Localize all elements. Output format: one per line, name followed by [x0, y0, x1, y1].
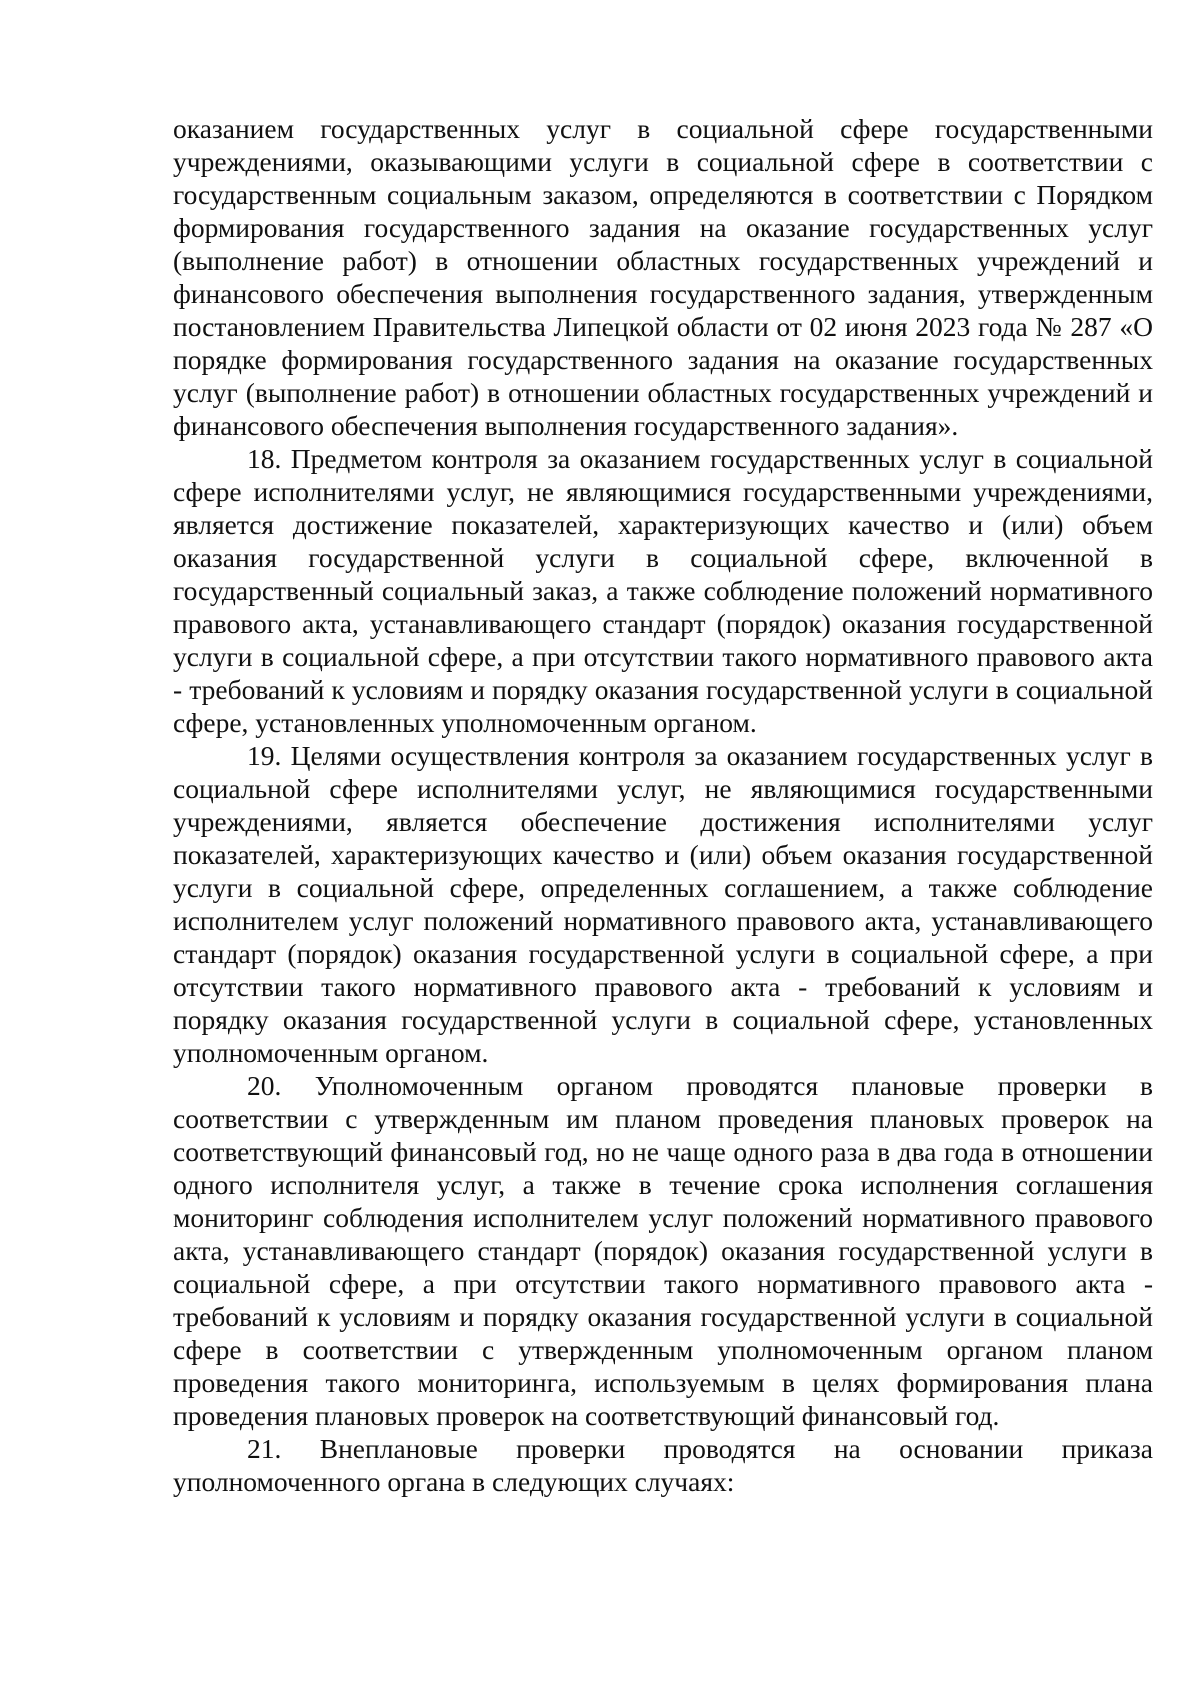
paragraph-continuation: оказанием государственных услуг в социальной сфере государственными учреждениями, оказывающими услуги в социальной сфере в соответствии с государственным социальным заказом, определяются в соответствии с Порядком формирования государственного задания на оказание государственных услуг (выполнение работ) в отношении областных государственных учреждений и финансового обеспечения выполнения государственного задания, утвержденным постановлением Правительства Липецкой области от 02 июня 2023 года № 287 «О порядке формирования государственного задания на оказание государственных услуг (выполнение работ) в отношении областных государственных учреждений и финансового обеспечения выполнения государственного задания». [173, 113, 1153, 441]
document-body [173, 112, 1153, 1498]
paragraph-19: 19. Целями осуществления контроля за оказанием государственных услуг в социальной сфере исполнителями услуг, не являющимися государственными учреждениями, является обеспечение достижения исполнителями услуг показателей, характеризующих качество и (или) объем оказания государственной услуги в социальной сфере, определенных соглашением, а также соблюдение исполнителем услуг положений нормативного правового акта, устанавливающего стандарт (порядок) оказания государственной услуги в социальной сфере, а при отсутствии такого нормативного правового акта - требований к условиям и порядку оказания государственной услуги в социальной сфере, установленных уполномоченным органом. [173, 740, 1153, 1068]
paragraph-21: 21. Внеплановые проверки проводятся на основании приказа уполномоченного органа в следующих случаях: [173, 1433, 1153, 1497]
paragraph-20: 20. Уполномоченным органом проводятся плановые проверки в соответствии с утвержденным им планом проведения плановых проверок на соответствующий финансовый год, но не чаще одного раза в два года в отношении одного исполнителя услуг, а также в течение срока исполнения соглашения мониторинг соблюдения исполнителем услуг положений нормативного правового акта, устанавливающего стандарт (порядок) оказания государственной услуги в социальной сфере, а при отсутствии такого нормативного правового акта - требований к условиям и порядку оказания государственной услуги в социальной сфере в соответствии с утвержденным уполномоченным органом планом проведения такого мониторинга, используемым в целях формирования плана проведения плановых проверок на соответствующий финансовый год. [173, 1070, 1153, 1431]
paragraph-18: 18. Предметом контроля за оказанием государственных услуг в социальной сфере исполнителями услуг, не являющимися государственными учреждениями, является достижение показателей, характеризующих качество и (или) объем оказания государственной услуги в социальной сфере, включенной в государственный социальный заказ, а также соблюдение положений нормативного правового акта, устанавливающего стандарт (порядок) оказания государственной услуги в социальной сфере, а при отсутствии такого нормативного правового акта - требований к условиям и порядку оказания государственной услуги в социальной сфере, установленных уполномоченным органом. [173, 443, 1153, 738]
